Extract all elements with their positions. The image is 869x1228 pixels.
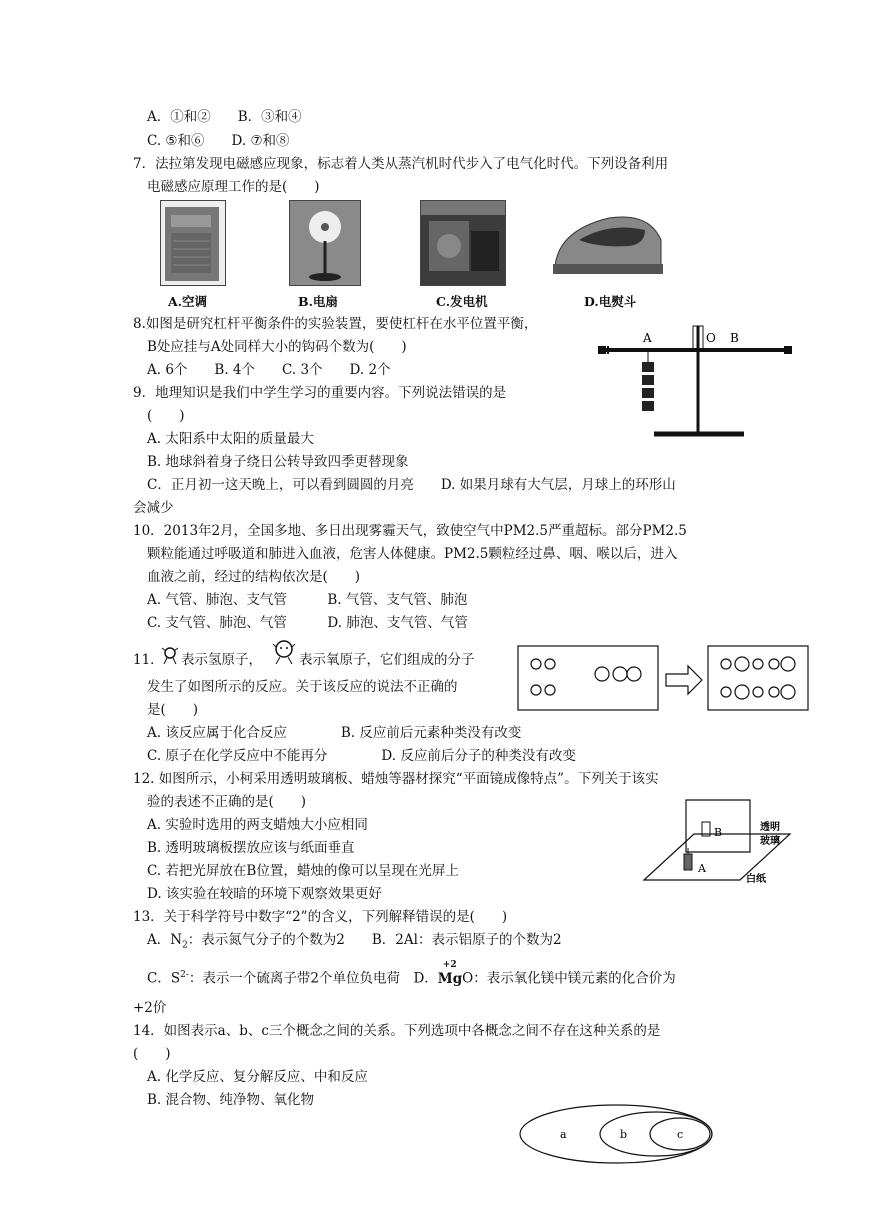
mg-charge: +2 [442,959,457,970]
q12-option-b: B. 透明玻璃板摆放应该与纸面垂直 [147,840,355,856]
mirror-label-glass2: 玻璃 [760,836,780,847]
q13-opt-c-pre: C．S [147,970,181,987]
q8-stem-line1: 8.如图是研究杠杆平衡条件的实验装置，要使杠杆在水平位置平衡， [133,316,538,332]
q11-hydrogen-text: 表示氢原子， [181,652,262,668]
air-conditioner-icon [161,201,225,285]
q11-stem-line2: 发生了如图所示的反应。关于该反应的说法不正确的 [147,679,458,695]
q10-stem-line1: 10．2013年2月，全国多地、多日出现雾霾天气，致使空气中PM2.5严重超标。部分PM2.5 [133,523,687,539]
q10-options-ab: A. 气管、肺泡、支气管 B. 气管、支气管、肺泡 [147,592,468,608]
q7-stem-line2: 电磁感应原理工作的是( ) [147,179,320,195]
q9-option-cd: C．正月初一这天晚上，可以看到圆圆的月亮 D. 如果月球有大气层，月球上的环形山 [147,477,676,493]
q11-options-cd: C. 原子在化学反应中不能再分 D. 反应前后分子的种类没有改变 [147,748,576,764]
q11-oxygen-text: 表示氧原子，它们组成的分子 [299,652,475,668]
lever-label-o: O [706,331,716,345]
hydrogen-atom-icon [159,644,181,666]
q10-options-cd: C. 支气管、肺泡、气管 D. 肺泡、支气管、气管 [147,615,468,631]
q14-option-b: B. 混合物、纯净物、氧化物 [147,1092,315,1108]
q11-stem-line3: 是( ) [147,702,199,718]
q7-caption-b: B.电扇 [298,294,338,309]
q14-stem-line2: ( ) [133,1046,171,1062]
q13-options-cd [147,959,676,988]
q14-option-a: A. 化学反应、复分解反应、中和反应 [147,1069,368,1085]
q13-opt-a-sub: 2 [182,940,188,951]
q12-option-d: D. 该实验在较暗的环境下观察效果更好 [147,886,382,902]
concept-label-c: c [677,1128,684,1141]
q13-opt-c-sup: 2- [180,970,189,980]
q13-opt-d-post: O：表示氧化镁中镁元素的化合价为 [462,970,676,987]
q14-stem-line1: 14．如图表示a、b、c三个概念之间的关系。下列选项中各概念之间不存在这种关系的是 [133,1023,661,1039]
q8-options: A. 6个 B. 4个 C. 3个 D. 2个 [147,362,391,378]
q9-stem-line1: 9．地理知识是我们中学生学习的重要内容。下列说法错误的是 [133,385,507,401]
mirror-label-a: A [698,862,706,875]
fan-icon [290,201,360,285]
q13-options-ab [147,931,562,955]
q12-stem-line1: 12. 如图所示，小柯采用透明玻璃板、蜡烛等器材探究“平面镜成像特点”。下列关于该实 [133,771,659,787]
q13-opt-ab-post: ：表示氮气分子的个数为2 B．2Al：表示铝原子的个数为2 [187,932,562,948]
q7-caption-d: D.电熨斗 [584,294,637,309]
q6-options-ab: A．①和② B．③和④ [147,109,302,125]
q7-caption-a: A.空调 [168,294,208,309]
q8-stem-line2: B处应挂与A处同样大小的钩码个数为( ) [147,339,407,355]
fan-image [289,200,361,286]
q7-caption-c: C.发电机 [436,294,488,309]
plane-mirror-diagram [640,794,810,890]
q10-stem-line3: 血液之前，经过的结构依次是( ) [147,569,361,585]
iron-icon [549,200,667,282]
concept-relation-diagram [516,1102,716,1168]
q13-stem: 13．关于科学符号中数字“2”的含义，下列解释错误的是( ) [133,909,508,925]
lever-balance-diagram [594,322,804,444]
q9-tail: 会减少 [133,500,174,516]
concept-label-a: a [560,1128,567,1141]
q10-stem-line2: 颗粒能通过呼吸道和肺进入血液，危害人体健康。PM2.5颗粒经过鼻、咽、喉以后，进入 [147,546,678,562]
q7-stem-line1: 7．法拉第发现电磁感应现象，标志着人类从蒸汽机时代步入了电气化时代。下列设备利用 [133,156,669,172]
mg-text: Mg [437,970,463,987]
lever-label-a: A [643,331,652,345]
q12-option-a: A. 实验时选用的两支蜡烛大小应相同 [147,817,368,833]
q12-stem-line2: 验的表述不正确的是( ) [147,794,307,810]
molecule-reaction-diagram [516,642,812,716]
q9-stem-line2: ( ) [147,408,185,424]
oxygen-atom-icon [270,638,298,666]
q9-option-b: B. 地球斜着身子绕日公转导致四季更替现象 [147,454,409,470]
generator-icon [421,201,505,285]
q13-opt-c-post: ：表示一个硫离子带2个单位负电荷 D． [188,970,438,987]
q6-options-cd: C. ⑤和⑥ D. ⑦和⑧ [147,133,290,149]
q13-opt-a-pre: A．N [147,932,183,948]
concept-label-b: b [620,1128,628,1141]
lever-label-b: B [730,331,739,345]
mirror-label-paper: 白纸 [746,874,766,885]
q9-option-a: A. 太阳系中太阳的质量最大 [147,431,314,447]
mirror-label-b: B [714,826,723,839]
air-conditioner-image [160,200,226,286]
generator-image [420,200,506,286]
q13-tail: +2价 [133,1000,167,1016]
q12-option-c: C. 若把光屏放在B位置，蜡烛的像可以呈现在光屏上 [147,863,459,879]
q11-options-ab: A. 该反应属于化合反应 B. 反应前后元素种类没有改变 [147,725,522,741]
mg-valence-symbol [437,959,463,988]
q11-number: 11． [133,652,164,668]
iron-image [549,200,667,282]
mirror-label-glass1: 透明 [760,822,780,833]
